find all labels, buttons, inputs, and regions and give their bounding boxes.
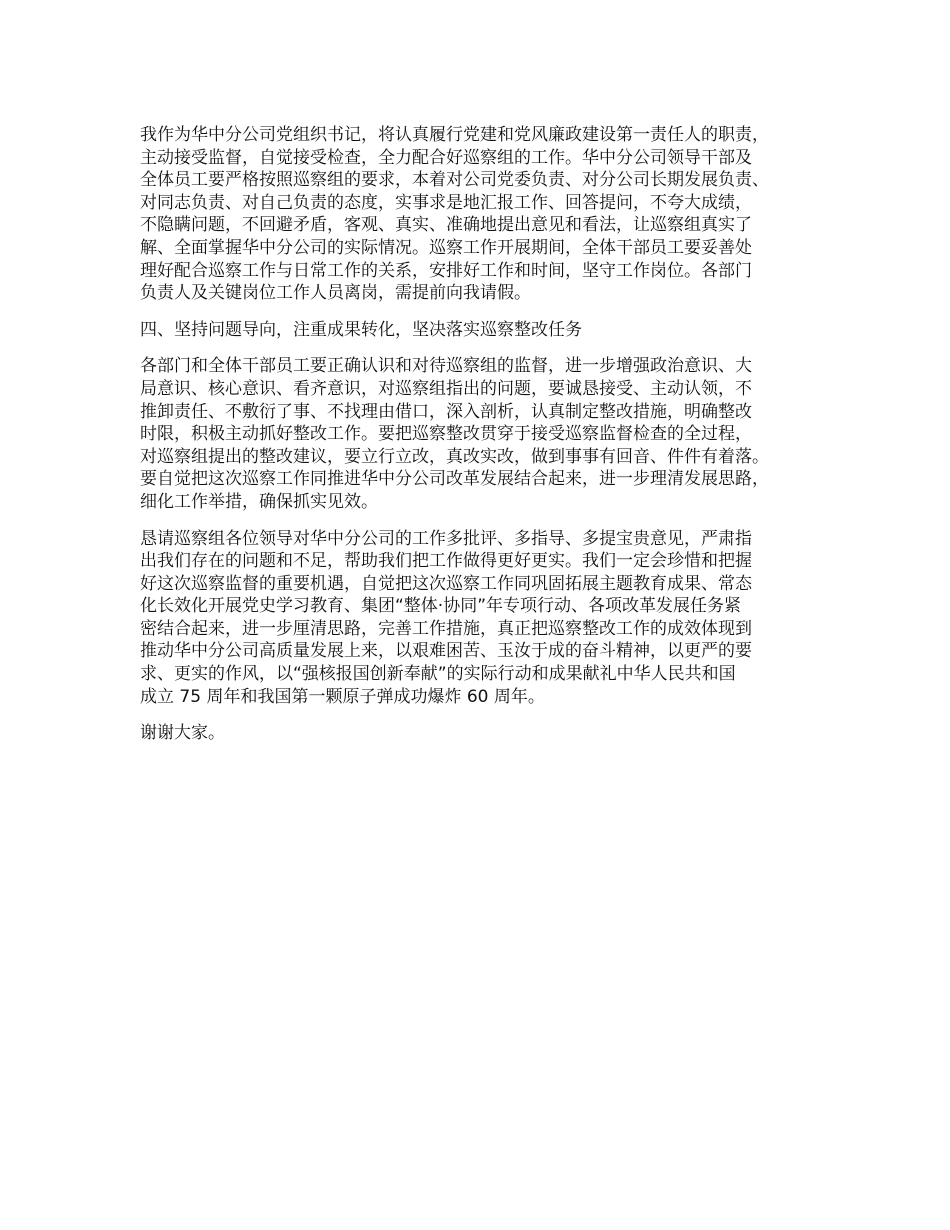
paragraph-duty xyxy=(140,124,840,305)
text-line: 推卸责任、不敷衍了事、不找理由借口，深入剖析，认真制定整改措施，明确整改 xyxy=(140,401,752,422)
text-line: 主动接受监督，自觉接受检查，全力配合好巡察组的工作。华中分公司领导干部及 xyxy=(140,147,752,168)
text-line: 对巡察组提出的整改建议，要立行立改，真改实改，做到事事有回音、件件有着落。 xyxy=(140,446,769,467)
text-line: 细化工作举措，确保抓实见效。 xyxy=(140,491,378,512)
text-line: 全体员工要严格按照巡察组的要求，本着对公司党委负责、对分公司长期发展负责、 xyxy=(140,170,769,191)
paragraph-request xyxy=(140,528,840,709)
paragraph-rectification xyxy=(140,355,840,513)
text-line: 不隐瞒问题，不回避矛盾，客观、真实、准确地提出意见和看法，让巡察组真实了 xyxy=(140,215,752,236)
closing-remark: 谢谢大家。 xyxy=(140,723,225,744)
text-line: 求、更实的作风，以“强核报国创新奉献”的实际行动和成果献礼中华人民共和国 xyxy=(140,664,736,685)
text-line: 对同志负责、对自己负责的态度，实事求是地汇报工作、回答提问，不夸大成绩， xyxy=(140,192,752,213)
text-line: 推动华中分公司高质量发展上来，以艰难困苦、玉汝于成的奋斗精神，以更严的要 xyxy=(140,641,752,662)
text-line: 解、全面掌握华中分公司的实际情况。巡察工作开展期间，全体干部员工要妥善处 xyxy=(140,237,752,258)
text-line: 时限，积极主动抓好整改工作。要把巡察整改贯穿于接受巡察监督检查的全过程， xyxy=(140,424,752,445)
text-line: 理好配合巡察工作与日常工作的关系，安排好工作和时间，坚守工作岗位。各部门 xyxy=(140,260,752,281)
text-line: 我作为华中分公司党组织书记，将认真履行党建和党风廉政建设第一责任人的职责， xyxy=(140,125,769,145)
document-body xyxy=(140,124,840,759)
text-line: 恳请巡察组各位领导对华中分公司的工作多批评、多指导、多提宝贵意见，严肃指 xyxy=(140,528,752,549)
text-line: 要自觉把这次巡察工作同推进华中分公司改革发展结合起来，进一步理清发展思路， xyxy=(140,469,769,490)
text-line: 负责人及关键岗位工作人员离岗，需提前向我请假。 xyxy=(140,283,531,304)
text-line: 化长效化开展党史学习教育、集团“整体·协同”年专项行动、各项改革发展任务紧 xyxy=(140,596,742,617)
text-line: 出我们存在的问题和不足，帮助我们把工作做得更好更实。我们一定会珍惜和把握 xyxy=(140,551,752,572)
text-line: 密结合起来，进一步厘清思路，完善工作措施，真正把巡察整改工作的成效体现到 xyxy=(140,618,752,639)
text-line: 局意识、核心意识、看齐意识，对巡察组指出的问题，要诚恳接受、主动认领，不 xyxy=(140,378,752,399)
text-line: 好这次巡察监督的重要机遇，自觉把这次巡察工作同巩固拓展主题教育成果、常态 xyxy=(140,573,752,594)
section-heading: 四、坚持问题导向，注重成果转化，坚决落实巡察整改任务 xyxy=(140,319,582,340)
text-line: 各部门和全体干部员工要正确认识和对待巡察组的监督，进一步增强政治意识、大 xyxy=(140,356,752,377)
text-line: 成立 75 周年和我国第一颗原子弹成功爆炸 60 周年。 xyxy=(140,686,545,707)
